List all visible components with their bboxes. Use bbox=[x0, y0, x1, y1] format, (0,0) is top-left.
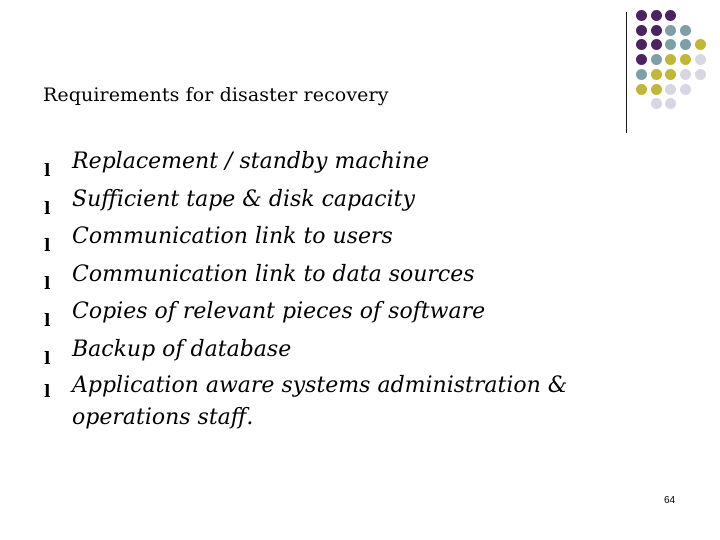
decorative-dot bbox=[665, 39, 676, 50]
decorative-dot bbox=[695, 69, 706, 80]
bullet-item bbox=[44, 181, 664, 219]
bullet-text: Communication link to users bbox=[72, 224, 393, 249]
decorative-dot bbox=[636, 69, 647, 80]
bullet-marker-icon: l bbox=[44, 236, 51, 256]
decorative-dot bbox=[651, 39, 662, 50]
decorative-dot bbox=[680, 84, 691, 95]
page-number: 64 bbox=[664, 495, 676, 506]
decorative-dot bbox=[695, 54, 706, 65]
decorative-dot bbox=[636, 54, 647, 65]
decorative-dot bbox=[636, 39, 647, 50]
decorative-dot bbox=[636, 84, 647, 95]
bullet-marker-icon: l bbox=[44, 311, 51, 331]
decorative-dot bbox=[665, 25, 676, 36]
bullet-item bbox=[44, 218, 664, 256]
bullet-text: Replacement / standby machine bbox=[72, 149, 430, 174]
bullet-item bbox=[44, 143, 664, 181]
decorative-dot bbox=[651, 69, 662, 80]
decorative-dot bbox=[680, 54, 691, 65]
decorative-dot bbox=[665, 54, 676, 65]
bullet-marker-icon: l bbox=[44, 161, 51, 181]
bullet-text: Backup of database bbox=[72, 336, 292, 362]
decorative-dot bbox=[636, 25, 647, 36]
bullet-list bbox=[44, 143, 664, 434]
bullet-marker-icon: l bbox=[44, 198, 51, 219]
bullet-text: Sufficient tape & disk capacity bbox=[72, 186, 415, 212]
decorative-dot bbox=[636, 10, 647, 21]
bullet-item bbox=[44, 331, 664, 369]
bullet-text: Communication link to data sources bbox=[72, 261, 475, 287]
decorative-dot bbox=[651, 10, 662, 21]
decorative-dot bbox=[651, 54, 662, 65]
slide-title: Requirements for disaster recovery bbox=[43, 84, 389, 106]
decorative-dot bbox=[680, 25, 691, 36]
decorative-dot bbox=[680, 39, 691, 50]
bullet-text: Copies of relevant pieces of software bbox=[72, 299, 486, 324]
decorative-dot bbox=[665, 10, 676, 21]
bullet-item bbox=[44, 368, 664, 434]
decorative-dot bbox=[665, 98, 676, 109]
bullet-marker-icon: l bbox=[44, 348, 51, 369]
decorative-dot bbox=[695, 39, 706, 50]
decorative-dot bbox=[651, 84, 662, 95]
decorative-dot bbox=[651, 98, 662, 109]
bullet-item bbox=[44, 293, 664, 331]
decorative-dot bbox=[680, 69, 691, 80]
bullet-marker-icon: l bbox=[44, 382, 51, 402]
bullet-marker-icon: l bbox=[44, 273, 51, 294]
bullet-item bbox=[44, 256, 664, 294]
bullet-text: Application aware systems administration & operations staff. bbox=[72, 373, 568, 430]
decorative-dot bbox=[665, 69, 676, 80]
decorative-dot bbox=[665, 84, 676, 95]
decorative-dot bbox=[651, 25, 662, 36]
divider-line bbox=[626, 12, 627, 133]
